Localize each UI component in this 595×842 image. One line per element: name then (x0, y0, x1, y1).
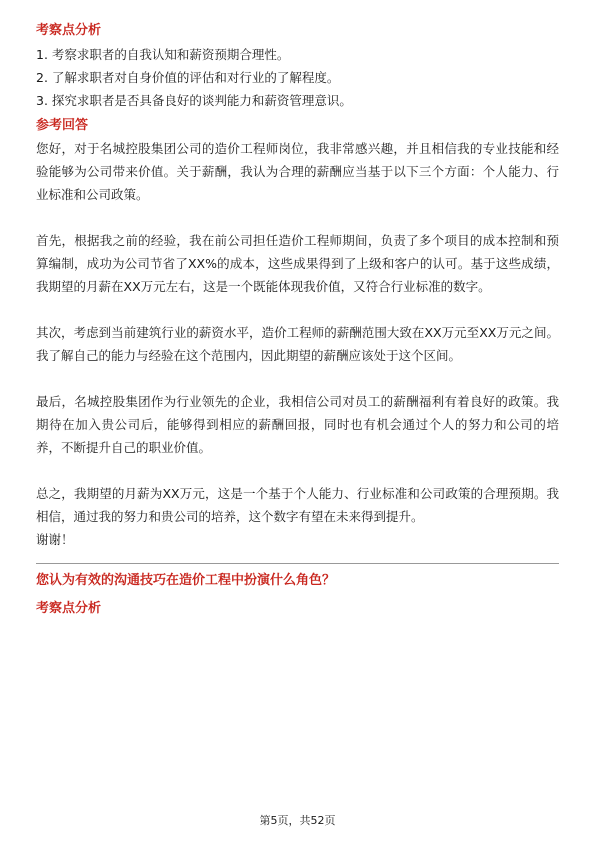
answer-paragraph-3: 其次，考虑到当前建筑行业的薪资水平，造价工程师的薪酬范围大致在XX万元至XX万元之间。我了解自己的能力与经验在这个范围内，因此期望的薪酬应该处于这个区间。 (36, 325, 559, 363)
answer-paragraph-2: 首先，根据我之前的经验，我在前公司担任造价工程师期间，负责了多个项目的成本控制和预算编制，成功为公司节省了XX%的成本，这些成果得到了上级和客户的认可。基于这些成绩，我期望的月薪在XX万元左右，这是一个既能体现我价值，又符合行业标准的数字。 (36, 233, 559, 294)
analysis-point-1: 1. 考察求职者的自我认知和薪资预期合理性。 (36, 47, 290, 62)
next-question: 您认为有效的沟通技巧在造价工程中扮演什么角色？ (36, 573, 336, 588)
reference-answer-heading: 参考回答 (36, 118, 89, 133)
analysis-point-2: 2. 了解求职者对自身价值的评估和对行业的了解程度。 (36, 70, 340, 85)
next-analysis-heading: 考察点分析 (36, 601, 102, 616)
section-divider (36, 563, 559, 564)
answer-thanks: 谢谢！ (36, 532, 74, 547)
answer-paragraph-1: 您好，对于名城控股集团公司的造价工程师岗位，我非常感兴趣，并且相信我的专业技能和经验能够为公司带来价值。关于薪酬，我认为合理的薪酬应当基于以下三个方面：个人能力、行业标准和公司政策。 (36, 141, 559, 202)
answer-paragraph-4: 最后，名城控股集团作为行业领先的企业，我相信公司对员工的薪酬福利有着良好的政策。我期待在加入贵公司后，能够得到相应的薪酬回报，同时也有机会通过个人的努力和公司的培养，不断提升自己的职业价值。 (36, 394, 559, 455)
analysis-heading: 考察点分析 (36, 23, 102, 38)
document-page (36, 22, 559, 618)
page-footer: 第5页，共52页 (259, 814, 336, 827)
answer-paragraph-5: 总之，我期望的月薪为XX万元，这是一个基于个人能力、行业标准和公司政策的合理预期。我相信，通过我的努力和贵公司的培养，这个数字有望在未来得到提升。 (36, 486, 559, 524)
analysis-point-3: 3. 探究求职者是否具备良好的谈判能力和薪资管理意识。 (36, 93, 352, 108)
